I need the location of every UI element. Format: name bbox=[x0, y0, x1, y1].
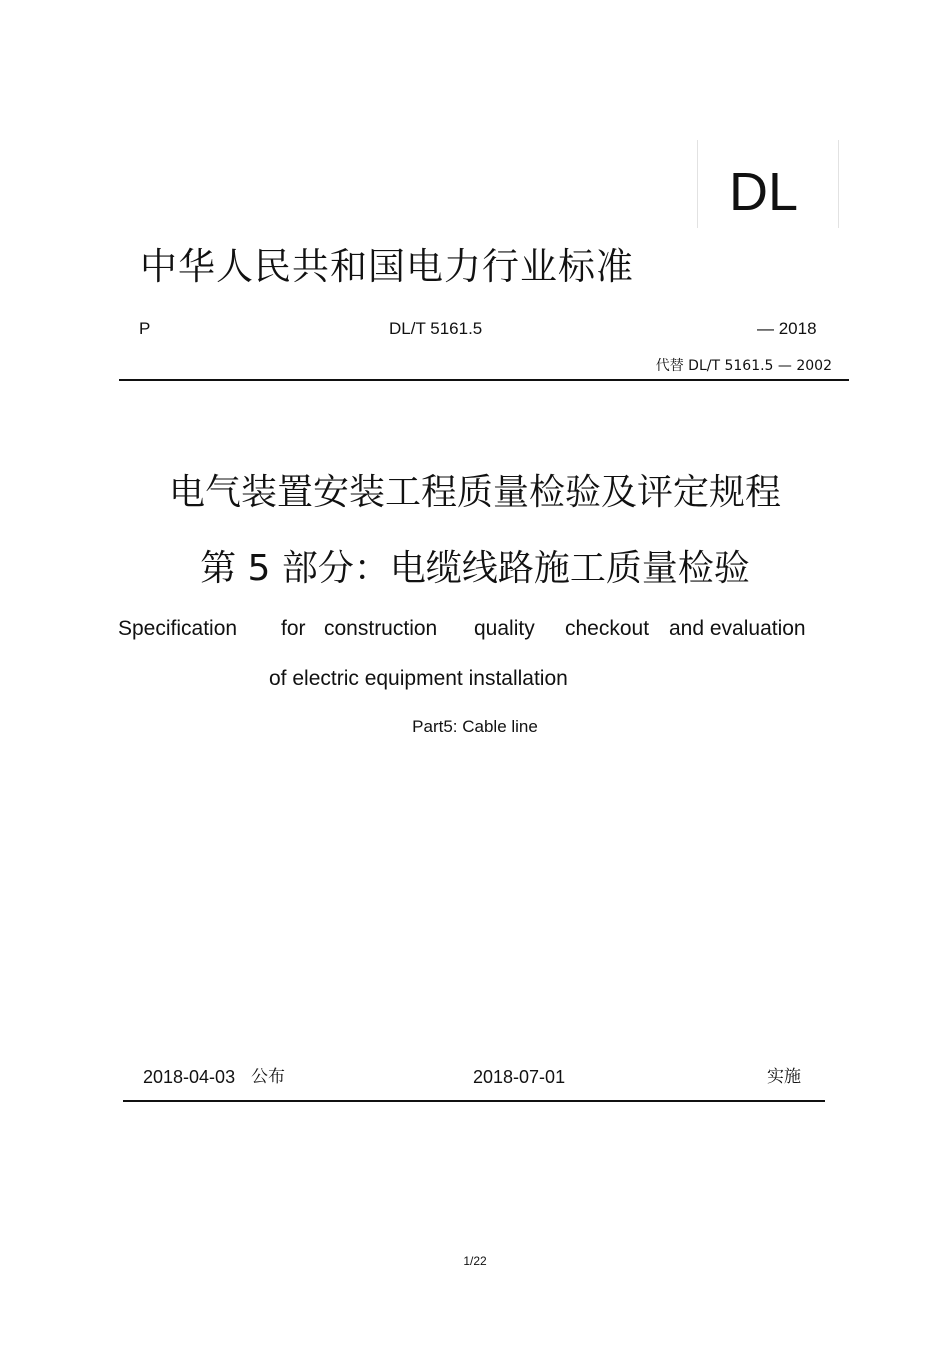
classification-code: P bbox=[139, 319, 151, 338]
header-divider bbox=[119, 379, 849, 381]
standard-type-title: 中华人民共和国电力行业标准 bbox=[140, 245, 634, 288]
english-part-title: Part5: Cable line bbox=[412, 717, 538, 736]
document-title-line2: 第 5 部分：电缆线路施工质量检验 bbox=[200, 548, 750, 589]
english-title-word: construction bbox=[324, 617, 438, 640]
replaces-standard: 代替 DL/T 5161.5 — 2002 bbox=[655, 358, 832, 374]
implement-date: 2018-07-01 bbox=[473, 1067, 566, 1087]
publish-date: 2018-04-03 bbox=[143, 1067, 236, 1087]
english-title-word: and evaluation bbox=[669, 617, 806, 640]
implement-label: 实施 bbox=[767, 1067, 801, 1087]
english-title-word: checkout bbox=[565, 617, 650, 640]
english-title-word: Specification bbox=[118, 617, 238, 640]
page-number: 1/22 bbox=[463, 1254, 487, 1268]
standard-year: — 2018 bbox=[757, 319, 817, 338]
english-title-word: for bbox=[281, 617, 306, 640]
dl-code-mark: DL bbox=[729, 162, 799, 222]
english-title-word: quality bbox=[474, 617, 535, 640]
footer-divider bbox=[123, 1100, 825, 1102]
publish-label: 公布 bbox=[251, 1067, 285, 1087]
document-title-line1: 电气装置安装工程质量检验及评定规程 bbox=[168, 472, 781, 513]
english-title-line2: of electric equipment installation bbox=[269, 667, 568, 690]
standard-number: DL/T 5161.5 bbox=[389, 319, 483, 338]
